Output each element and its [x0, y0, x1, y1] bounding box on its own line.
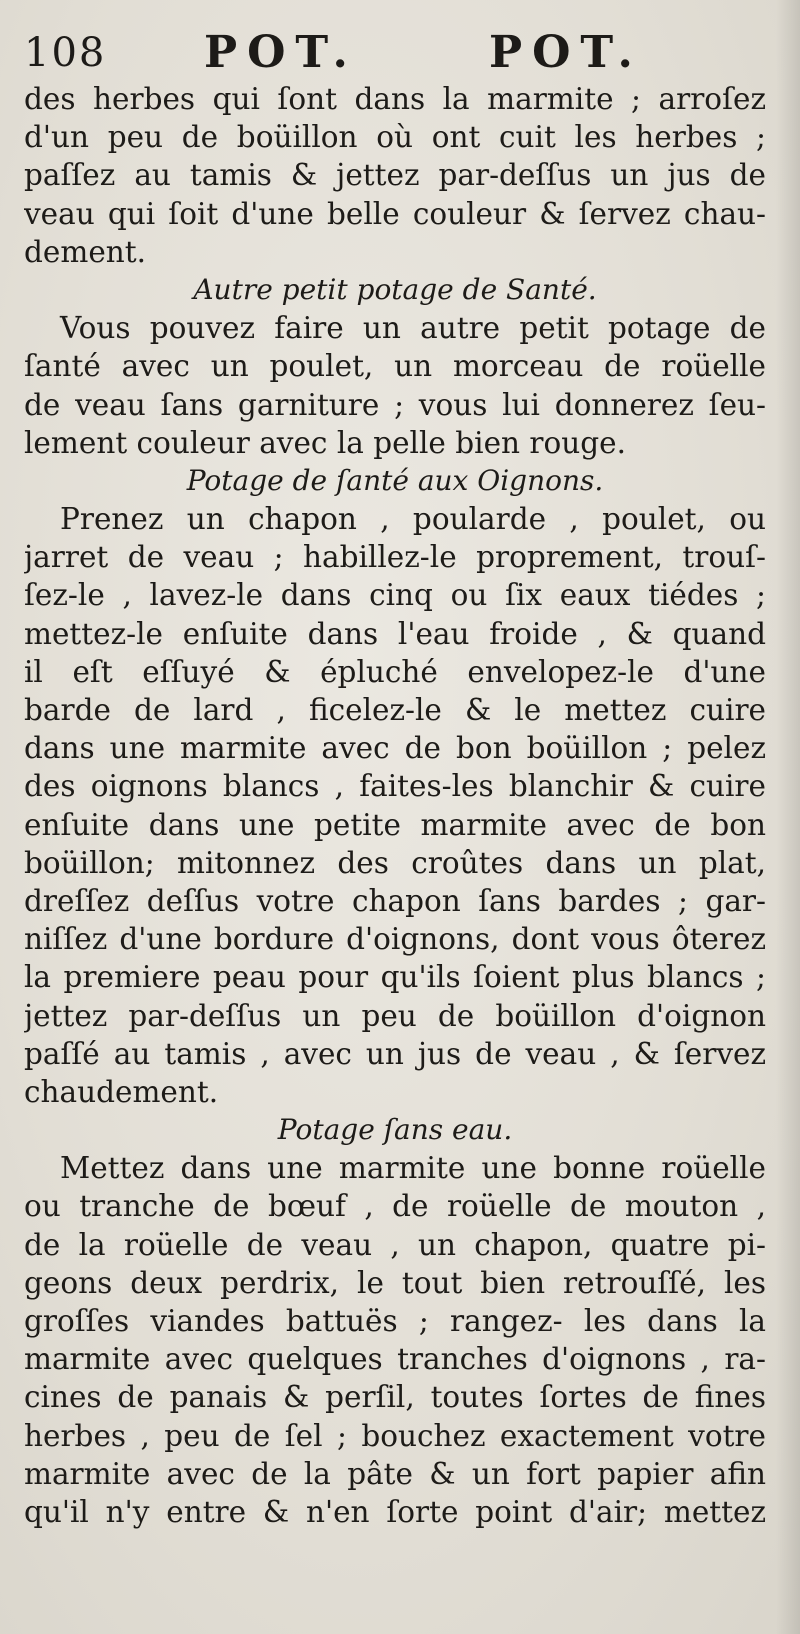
- section-continuation: [24, 80, 766, 271]
- text-line: d'un peu de boüillon où ont cuit les herbes ;: [24, 120, 766, 155]
- running-head-right: POT.: [489, 27, 643, 78]
- text-line: enſuite dans une petite marmite avec de bon: [24, 807, 766, 842]
- text-line: boüillon; mitonnez des croûtes dans un plat,: [24, 845, 766, 880]
- text-line: de la roüelle de veau , un chapon, quatre pi-: [24, 1227, 766, 1262]
- text-line: geons deux perdrix, le tout bien retrouſſé, les: [24, 1265, 766, 1300]
- text-line: jettez par-deſſus un peu de boüillon d'oignon: [24, 998, 766, 1033]
- text-line: mettez-le enſuite dans l'eau froide , & quand: [24, 616, 766, 651]
- text-line: dans une marmite avec de bon boüillon ; pelez: [24, 731, 766, 766]
- text-line: niſſez d'une bordure d'oignons, dont vous ôterez: [24, 922, 766, 957]
- text-line: chaudement.: [24, 1074, 219, 1109]
- text-line: des oignons blancs , faites-les blanchir & cuire: [24, 769, 766, 804]
- text-line: lement couleur avec la pelle bien rouge.: [24, 425, 626, 460]
- text-line: paſſez au tamis & jettez par-deſſus un jus de: [24, 158, 766, 193]
- text-line: herbes , peu de ſel ; bouchez exactement votre: [24, 1418, 766, 1453]
- text-line: cines de panais & perſil, toutes ſortes de fines: [24, 1380, 766, 1415]
- text-line: qu'il n'y entre & n'en ſorte point d'air; mettez: [24, 1494, 766, 1529]
- text-line: veau qui ſoit d'une belle couleur & ſervez chau-: [24, 196, 766, 231]
- text-line: il eſt eſſuyé & épluché envelopez-le d'une: [24, 654, 766, 689]
- page-body: [24, 80, 766, 1531]
- text-line: paſſé au tamis , avec un jus de veau , & ſervez: [24, 1036, 766, 1071]
- page-edge-shadow: [776, 0, 800, 1634]
- text-line: des herbes qui ſont dans la marmite ; arroſez: [24, 82, 766, 116]
- text-line: la premiere peau pour qu'ils ſoient plus blancs ;: [24, 960, 766, 995]
- text-line: Vous pouvez faire un autre petit potage de: [60, 311, 766, 346]
- section-heading: Potage ſans eau.: [277, 1113, 513, 1147]
- section-autre-petit-potage: [24, 271, 766, 462]
- page-number: 108: [24, 30, 107, 76]
- page-header: [24, 26, 766, 80]
- text-line: ou tranche de bœuf , de roüelle de mouton ,: [24, 1189, 766, 1224]
- text-line: groſſes viandes battuës ; rangez- les dans la: [24, 1304, 766, 1338]
- running-head-left: POT.: [204, 27, 358, 78]
- text-line: jarret de veau ; habillez-le proprement, trouſ-: [24, 540, 766, 575]
- text-line: Prenez un chapon , poularde , poulet, ou: [60, 502, 766, 537]
- text-line: de veau ſans garniture ; vous lui donnerez ſeu-: [24, 387, 766, 422]
- section-potage-sans-eau: [24, 1111, 766, 1531]
- text-line: ſanté avec un poulet, un morceau de roüelle: [24, 349, 766, 384]
- text-line: ſez-le , lavez-le dans cinq ou ſix eaux tiédes ;: [24, 578, 766, 613]
- text-line: dreſſez deſſus votre chapon ſans bardes ; gar-: [24, 883, 766, 918]
- text-line: Mettez dans une marmite une bonne roüelle: [60, 1151, 766, 1186]
- section-heading: Potage de ſanté aux Oignons.: [186, 463, 604, 497]
- text-line: barde de lard , ficelez-le & le mettez cuire: [24, 693, 766, 727]
- text-line: dement.: [24, 234, 147, 269]
- section-heading: Autre petit potage de Santé.: [193, 272, 597, 306]
- text-line: marmite avec de la pâte & un fort papier afin: [24, 1456, 766, 1491]
- text-line: marmite avec quelques tranches d'oignons , ra-: [24, 1342, 766, 1377]
- section-potage-oignons: [24, 462, 766, 1111]
